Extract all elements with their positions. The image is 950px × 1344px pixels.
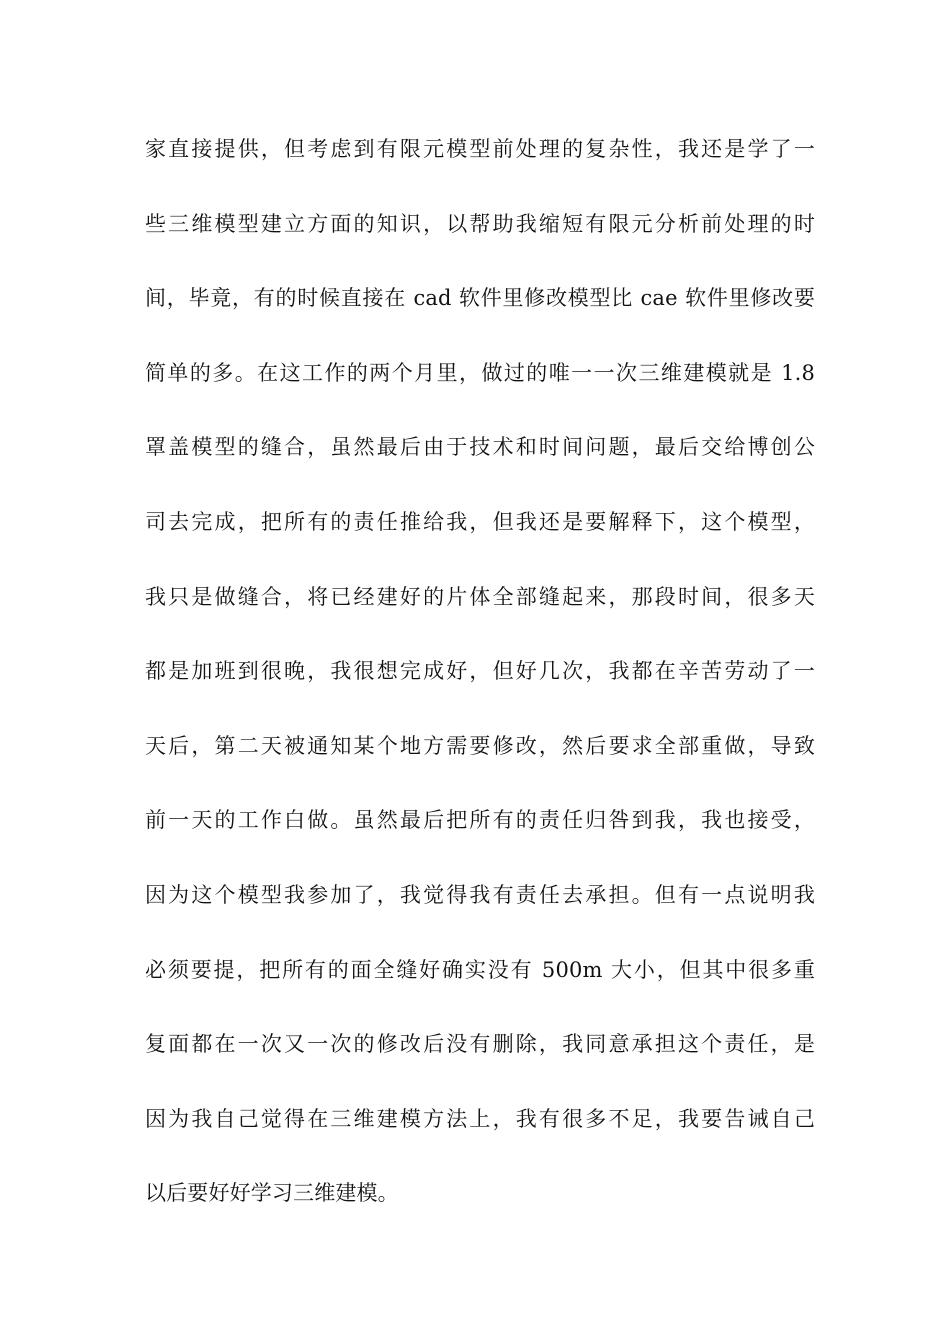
text-line: 都是加班到很晚，我很想完成好，但好几次，我都在辛苦劳动了一 — [145, 659, 815, 684]
text-line-last: 以后要好好学习三维建模。 — [145, 1181, 399, 1206]
text-line: 必须要提，把所有的面全缝好确实没有 500m 大小，但其中很多重 — [145, 957, 815, 982]
text-line: 家直接提供，但考虑到有限元模型前处理的复杂性，我还是学了一 — [145, 137, 815, 161]
text-line: 罩盖模型的缝合，虽然最后由于技术和时间问题，最后交给博创公 — [145, 435, 815, 460]
text-line: 司去完成，把所有的责任推给我，但我还是要解释下，这个模型， — [145, 509, 815, 534]
text-line: 我只是做缝合，将已经建好的片体全部缝起来，那段时间，很多天 — [145, 584, 815, 609]
text-line: 天后，第二天被通知某个地方需要修改，然后要求全部重做，导致 — [145, 733, 815, 758]
text-line: 间，毕竟，有的时候直接在 cad 软件里修改模型比 cae 软件里修改要 — [145, 286, 815, 311]
text-line: 简单的多。在这工作的两个月里，做过的唯一一次三维建模就是 1.8 — [145, 360, 815, 385]
text-line: 因为这个模型我参加了，我觉得我有责任去承担。但有一点说明我 — [145, 882, 815, 907]
text-line: 些三维模型建立方面的知识，以帮助我缩短有限元分析前处理的时 — [145, 211, 815, 236]
text-line: 复面都在一次又一次的修改后没有删除，我同意承担这个责任，是 — [145, 1032, 815, 1057]
text-line: 前一天的工作白做。虽然最后把所有的责任归咎到我，我也接受， — [145, 808, 815, 833]
body-paragraph — [145, 124, 815, 1243]
text-line: 因为我自己觉得在三维建模方法上，我有很多不足，我要告诫自己 — [145, 1106, 815, 1131]
